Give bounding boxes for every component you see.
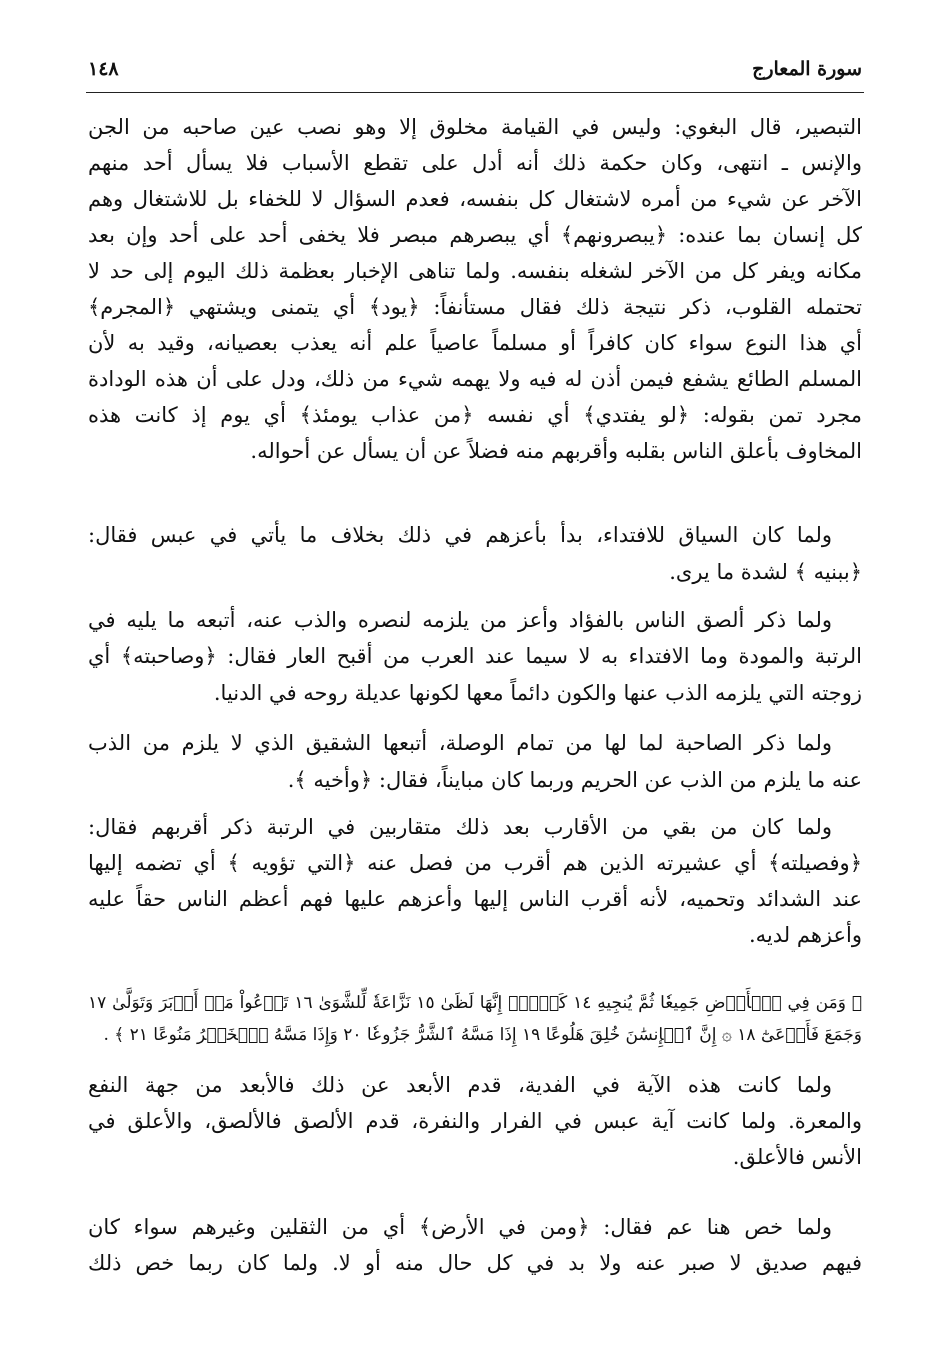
text-line: التبصير، قال البغوي: وليس في القيامة مخلوق إلا وهو نصب عين صاحبه من الجن — [88, 115, 862, 139]
text-line: الرتبة والمودة وما الافتداء به لا سيما عند العرب من أقبح العار فقال: ﴿وصاحبته﴾ أي — [88, 644, 862, 668]
text-line: فيهم صديق لا صبر عنه ولا بد في كل حال منه أو لا. ولما كان ربما خص ذلك — [88, 1251, 862, 1275]
text-line: أي هذا النوع سواء كان كافراً أو مسلماً عاصياً علم أنه يعذب بعصيانه، وقيد به لأن — [88, 331, 862, 355]
quran-line: وَجَمَعَ فَأَوۡعَىٰٓ ١٨ ۞ إِنَّ ٱلۡإِنسَٰنَ خُلِقَ هَلُوعًا ١٩ إِذَا مَسَّهُ ٱلشَّرُّ جَزُوعٗا ٢٠ وَإِذَا مَسَّهُ ٱلۡخَيۡرُ مَنُوعًا ٢١ ﴾ . — [103, 1025, 862, 1045]
text-line: عنه ما يلزم من الذب عن الحريم وربما كان مبايناً، فقال: ﴿وأخيه ﴾. — [287, 768, 862, 792]
text-line: والإنس ـ انتهى، وكان حكمة ذلك أنه أدل على تقطع الأسباب فلا يسأل أحد منهم — [88, 151, 862, 175]
text-line: ولما كانت هذه الآية في الفدية، قدم الأبعد عن ذلك فالأبعد من جهة النفع — [88, 1073, 832, 1097]
text-line: ولما كان من بقي من الأقارب بعد ذلك متقاربين في الرتبة ذكر أقربهم فقال: — [88, 815, 832, 839]
text-line: عند الشدائد وتحميه، لأنه أقرب الناس إليها وأعزهم عليها فهم أعظم الناس حقاً عليه — [88, 887, 862, 911]
running-title: سورة المعارج — [752, 58, 862, 80]
quran-line: ﴿ وَمَن فِي ٱلۡأَرۡضِ جَمِيعٗا ثُمَّ يُنجِيهِ ١٤ كَلَّآۖ إِنَّهَا لَظَىٰ ١٥ نَزَّاعَةٗ لِّلشَّوَىٰ ١٦ تَدۡعُواْ مَنۡ أَدۡبَرَ وَتَوَلَّىٰ ١٧ — [88, 993, 863, 1013]
text-line: ولما ذكر ألصق الناس بالفؤاد وأعز من يلزمه لنصره والذب عنه، أتبعه ما يليه في — [88, 608, 832, 632]
text-line: الأنس فالأعلق. — [732, 1145, 862, 1169]
text-line: ﴿وفصيلته﴾ أي عشيرته الذين هم أقرب من فصل عنه ﴿التي تؤويه ﴾ أي تضمه إليها — [88, 851, 862, 875]
text-line: كل إنسان بما عنده: ﴿يبصرونهم﴾ أي يبصرهم مبصر فلا يخفى أحد على أحد وإن بعد — [88, 223, 862, 247]
text-line: ولما ذكر الصاحبة لما لها من تمام الوصلة، أتبعها الشقيق الذي لا يلزم من الذب — [88, 731, 832, 755]
text-line: زوجته التي يلزمه الذب عنها والكون دائماً معها لكونها عديلة روحه في الدنيا. — [213, 681, 862, 705]
text-line: ﴿ببنيه ﴾ لشدة ما يرى. — [669, 560, 862, 584]
text-line: الآخر عن شيء من أمره لاشتغال كل بنفسه، فعدم السؤال لا للخفاء بل للاشتغال وهم — [88, 187, 862, 211]
text-line: ولما كان السياق للافتداء، بدأ بأعزهم في ذلك بخلاف ما يأتي في عبس فقال: — [88, 523, 832, 547]
text-line: والمعرة. ولما كانت آية عبس في الفرار والنفرة، قدم الألصق فالألصق، والأعلق في — [88, 1109, 862, 1133]
text-line: تحتمله القلوب، ذكر نتيجة ذلك فقال مستأنفاً: ﴿يود﴾ أي يتمنى ويشتهي ﴿المجرم﴾ — [88, 295, 862, 319]
page-number: ١٤٨ — [88, 58, 119, 80]
text-line: المسلم الطائع يشفع فيمن أذن له فيه ولا يهمه شيء من ذلك، ودل على أن هذه الودادة — [88, 367, 862, 391]
text-line: مكانه ويفر كل من الآخر لشغله بنفسه. ولما تناهى الإخبار بعظمة ذلك اليوم إلى حد لا — [88, 259, 862, 283]
header-divider — [86, 92, 864, 93]
text-line: المخاوف بأعلق الناس بقلبه وأقربهم منه فضلاً عن أن يسأل عن أحواله. — [250, 439, 862, 463]
text-line: وأعزهم لديه. — [748, 923, 862, 947]
text-line: ولما خص هنا عم فقال: ﴿ومن في الأرض﴾ أي من الثقلين وغيرهم سواء كان — [88, 1215, 832, 1239]
text-line: مجرد تمن بقوله: ﴿لو يفتدي﴾ أي نفسه ﴿من عذاب يومئذ﴾ أي يوم إذ كانت هذه — [88, 403, 862, 427]
